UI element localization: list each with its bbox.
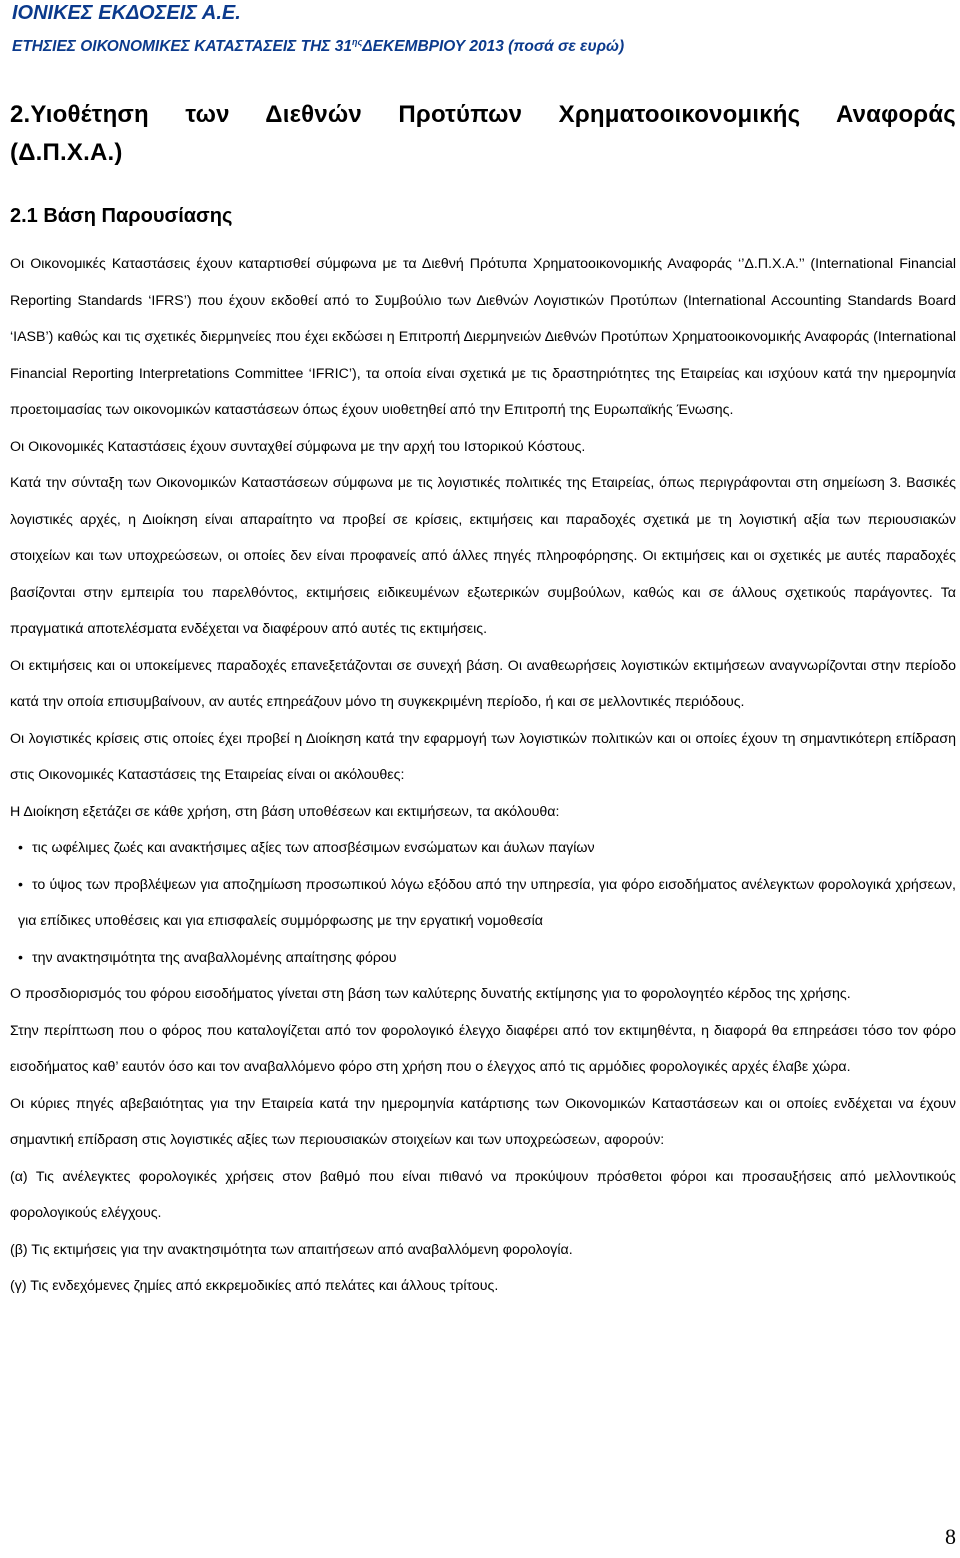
list-item-a: (α) Τις ανέλεγκτες φορολογικές χρήσεις στον βαθμό που είναι πιθανό να προκύψουν πρόσθετοι φόροι και προσαυξήσεις από μελλοντικούς φορολογικούς ελέγχους. <box>10 1168 956 1221</box>
main-content <box>10 96 956 1305</box>
bullet-item <box>10 867 956 940</box>
subtitle-superscript: ης <box>351 36 363 47</box>
paragraph: Οι λογιστικές κρίσεις στις οποίες έχει προβεί η Διοίκηση κατά την εφαρμογή των λογιστικών πολιτικών και οι οποίες έχουν τη σημαντικότερη επίδραση στις Οικονομικές Καταστάσεις της Εταιρείας είναι οι ακόλουθες: <box>10 730 956 783</box>
list-item-c: (γ) Τις ενδεχόμενες ζημίες από εκκρεμοδικίες από πελάτες και άλλους τρίτους. <box>10 1278 499 1294</box>
bullet-item <box>10 830 956 867</box>
paragraph: Οι εκτιμήσεις και οι υποκείμενες παραδοχές επανεξετάζονται σε συνεχή βάση. Οι αναθεωρήσεις λογιστικών εκτιμήσεων αναγνωρίζονται στην περίοδο κατά την οποία επισυμβαίνουν, αν αυτές επηρεάζουν μόνο τη συγκεκριμένη περίοδο, ή και σε μελλοντικές περιόδους. <box>10 657 956 710</box>
paragraph: Η Διοίκηση εξετάζει σε κάθε χρήση, στη βάση υποθέσεων και εκτιμήσεων, τα ακόλουθα: <box>10 803 560 820</box>
paragraph: Στην περίπτωση που ο φόρος που καταλογίζεται από τον φορολογικό έλεγχο διαφέρει από τον εκτιμηθέντα, η διαφορά θα επηρεάσει τόσο τον φόρο εισοδήματος καθ’ εαυτόν όσο και τον αναβαλλόμενο φόρο στη χρήση που ο έλεγχος από τις αρμόδιες φορολογικές αρχές έλαβε χώρα. <box>10 1022 956 1075</box>
paragraph: Οι Οικονομικές Καταστάσεις έχουν καταρτισθεί σύμφωνα με τα Διεθνή Πρότυπα Χρηματοοικονομικής Αναφοράς ‘’Δ.Π.Χ.Α.’’ (International Financial Reporting Standards ‘IFRS’) που έχουν εκδοθεί από το Συμβούλιο των Διεθνών Λογιστικών Προτύπων (International Accounting Standards Board ‘IASB’) καθώς και τις σχετικές διερμηνείες που έχει εκδώσει η Επιτροπή Διερμηνειών Διεθνών Προτύπων Χρηματοοικονομικής Αναφοράς (International Financial Reporting Interpretations Committee ‘IFRIC’), τα οποία είναι σχετικά με τις δραστηριότητες της Εταιρείας και ισχύουν κατά την ημερομηνία προετοιμασίας των οικονομικών καταστάσεων όπως έχουν υιοθετηθεί από την Επιτροπή της Ευρωπαϊκής Ένωσης. <box>10 256 956 418</box>
section-title-line2: (Δ.Π.Χ.Α.) <box>10 139 123 166</box>
paragraph: Οι κύριες πηγές αβεβαιότητας για την Εταιρεία κατά την ημερομηνία κατάρτισης των Οικονομικών Καταστάσεων και οι οποίες ενδέχεται να έχουν σημαντική επίδραση στις λογιστικές αξίες των περιουσιακών στοιχείων και των υποχρεώσεων, αφορούν: <box>10 1095 956 1148</box>
bullet-icon: • <box>18 876 23 893</box>
subtitle-suffix: ΔΕΚΕΜΒΡΙΟΥ 2013 (ποσά σε ευρώ) <box>362 38 625 55</box>
list-item-b: (β) Τις εκτιμήσεις για την ανακτησιμότητα των απαιτήσεων από αναβαλλόμενη φορολογία. <box>10 1241 573 1258</box>
bullet-text: το ύψος των προβλέψεων για αποζημίωση προσωπικού λόγω εξόδου από την υπηρεσία, για φόρο εισοδήματος ανέλεγκτων φορολογικά χρήσεων, για επίδικες υποθέσεις και για επισφαλείς συμμόρφωσης με την εργατική νομοθεσία <box>18 876 956 929</box>
subsection-title: 2.1 Βάση Παρουσίασης <box>10 205 233 227</box>
bullet-item <box>10 940 956 977</box>
paragraph: Κατά την σύνταξη των Οικονομικών Καταστάσεων σύμφωνα με τις λογιστικές πολιτικές της Εταιρείας, όπως περιγράφονται στη σημείωση 3. Βασικές λογιστικές αρχές, η Διοίκηση είναι απαραίτητο να προβεί σε κρίσεις, εκτιμήσεις και παραδοχές σχετικά με τη λογιστική αξία των περιουσιακών στοιχείων και των υποχρεώσεων, οι οποίες δεν είναι προφανείς από άλλες πηγές πληροφόρησης. Οι εκτιμήσεις και οι σχετικές με αυτές παραδοχές βασίζονται στην εμπειρία του παρελθόντος, εκτιμήσεις ειδικευμένων εξωτερικών συμβούλων, καθώς και σε άλλους σχετικούς παράγοντες. Τα πραγματικά αποτελέσματα ενδέχεται να διαφέρουν από αυτές τις εκτιμήσεις. <box>10 475 956 637</box>
report-subtitle <box>12 37 624 57</box>
company-name: ΙΟΝΙΚΕΣ ΕΚΔΟΣΕΙΣ Α.Ε. <box>12 2 241 24</box>
subtitle-prefix: ΕΤΗΣΙΕΣ ΟΙΚΟΝΟΜΙΚΕΣ ΚΑΤΑΣΤΑΣΕΙΣ ΤΗΣ 31 <box>12 38 352 55</box>
section-title <box>10 96 956 172</box>
bullet-icon: • <box>18 949 23 966</box>
paragraph: Οι Οικονομικές Καταστάσεις έχουν συνταχθεί σύμφωνα με την αρχή του Ιστορικού Κόστους. <box>10 438 586 455</box>
bullet-text: τις ωφέλιμες ζωές και ανακτήσιμες αξίες των αποσβέσιμων ενσώματων και άυλων παγίων <box>32 840 595 856</box>
page-number: 8 <box>945 1524 956 1549</box>
bullet-icon: • <box>18 840 23 856</box>
paragraph: Ο προσδιορισμός του φόρου εισοδήματος γίνεται στη βάση των καλύτερης δυνατής εκτίμησης για το φορολογητέο κέρδος της χρήσης. <box>10 986 851 1002</box>
section-title-line1: 2.Υιοθέτηση των Διεθνών Προτύπων Χρηματοοικονομικής Αναφοράς <box>10 101 956 128</box>
bullet-text: την ανακτησιμότητα της αναβαλλομένης απαίτησης φόρου <box>32 949 397 966</box>
